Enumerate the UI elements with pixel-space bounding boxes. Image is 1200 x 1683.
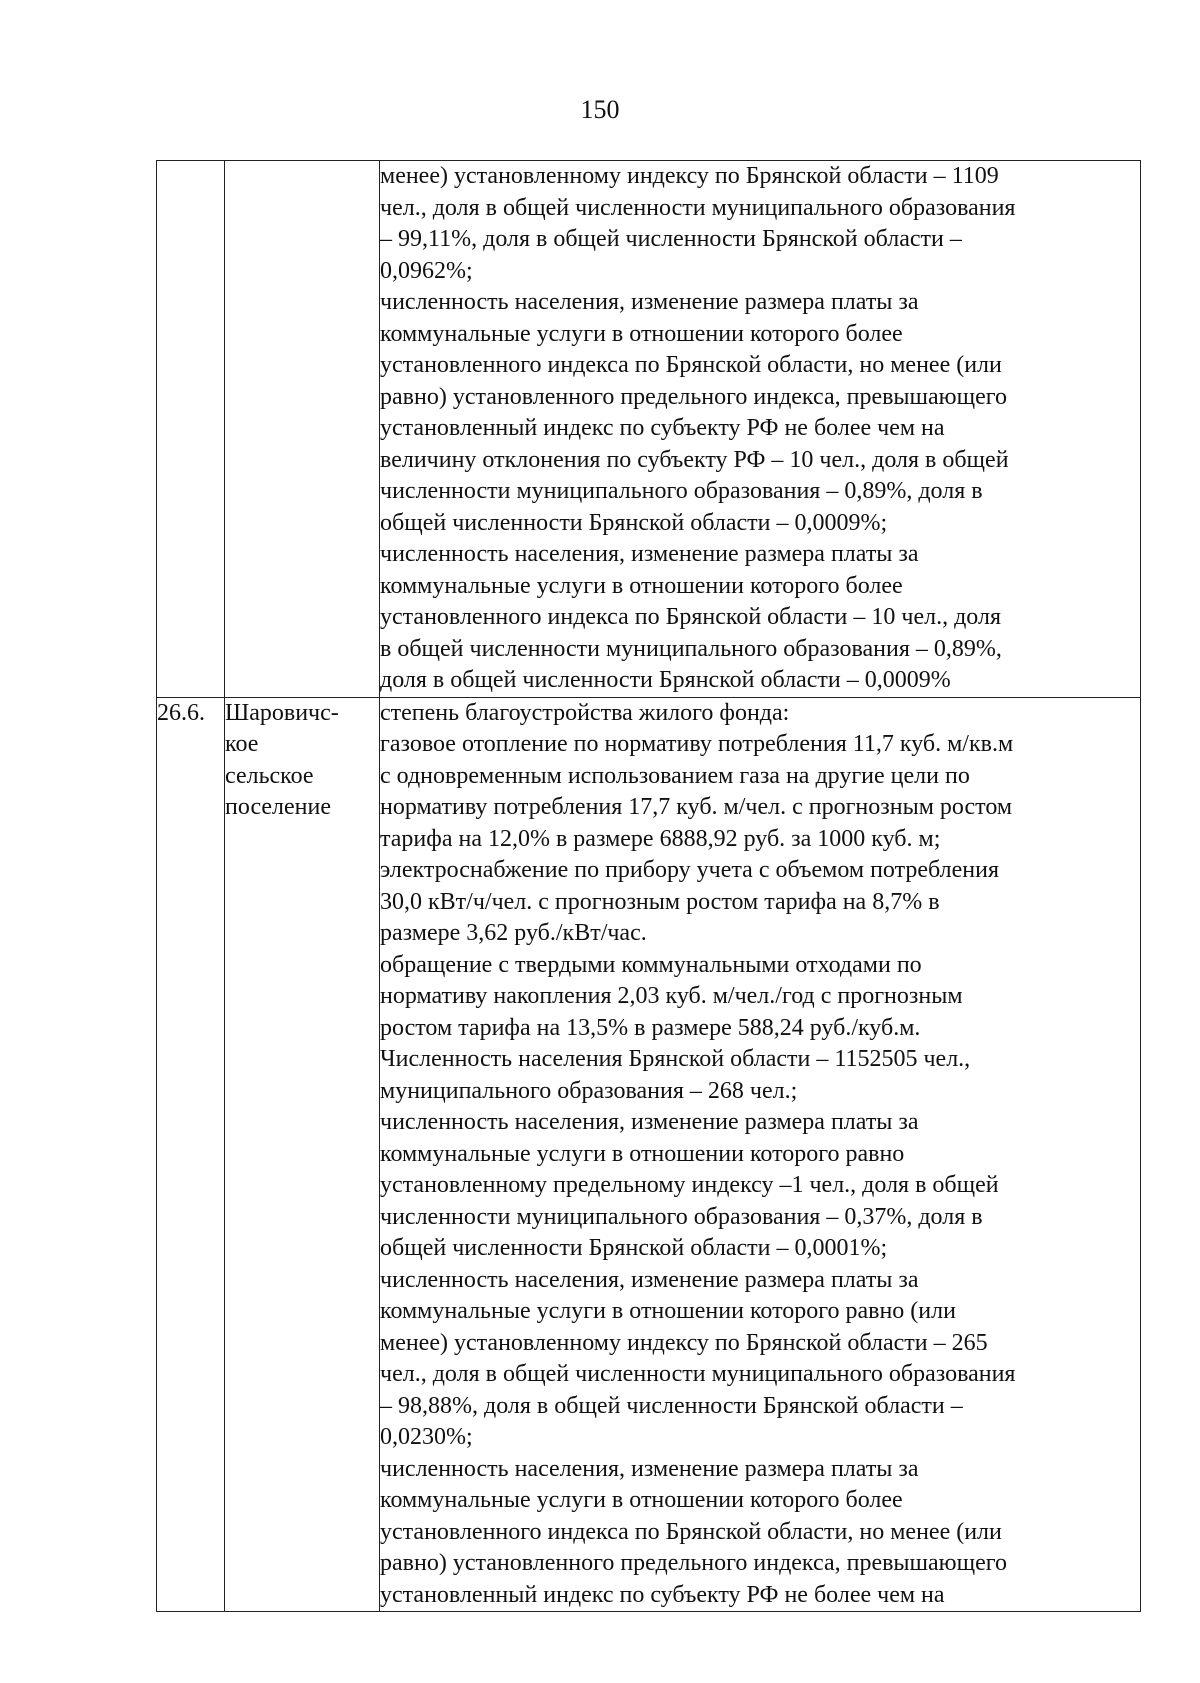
text-line: коммунальные услуги в отношении которого более — [380, 572, 903, 599]
text-line: менее) установленному индексу по Брянской области – 1109 — [380, 163, 999, 189]
text-line: с одновременным использованием газа на другие цели по — [380, 762, 970, 789]
text-line: численность населения, изменение размера платы за — [380, 541, 919, 567]
text-line: установленного индекса по Брянской области, но менее (или — [380, 352, 1002, 378]
text-line: 0,0230%; — [380, 1424, 473, 1450]
text-line: муниципального образования – 268 чел.; — [380, 1077, 798, 1104]
text-line: электроснабжение по прибору учета с объемом потребления — [380, 857, 999, 883]
text-line: в общей численности муниципального образования – 0,89%, — [380, 635, 1002, 662]
description-text — [380, 161, 1140, 697]
text-line: обращение с твердыми коммунальными отходами по — [380, 951, 922, 978]
table-row — [157, 697, 1141, 1612]
text-line: – 98,88%, доля в общей численности Брянской области – — [380, 1392, 963, 1419]
text-line: 0,0962%; — [380, 257, 473, 284]
text-line: общей численности Брянской области – 0,0001%; — [380, 1235, 888, 1261]
text-line: численность населения, изменение размера платы за — [380, 1109, 919, 1135]
text-line: равно) установленного предельного индекса, превышающего — [380, 1550, 1007, 1576]
text-line: нормативу накопления 2,03 куб. м/чел./год с прогнозным — [380, 983, 963, 1009]
text-line: величину отклонения по субъекту РФ – 10 чел., доля в общей — [380, 446, 1009, 473]
text-line: чел., доля в общей численности муниципального образования — [380, 194, 1016, 221]
text-line: равно) установленного предельного индекса, превышающего — [380, 383, 1007, 410]
text-line: доля в общей численности Брянской области – 0,0009% — [380, 667, 951, 693]
text-line: газовое отопление по нормативу потребления 11,7 куб. м/кв.м — [380, 731, 1014, 757]
municipality-name-cell — [225, 697, 380, 1612]
text-line: размере 3,62 руб./кВт/час. — [380, 920, 647, 946]
text-line: установленного индекса по Брянской области – 10 чел., доля — [380, 604, 1001, 630]
municipality-name-line: кое — [225, 731, 259, 757]
text-line: коммунальные услуги в отношении которого равно (или — [380, 1298, 956, 1324]
text-line: Численность населения Брянской области – 1152505 чел., — [380, 1046, 971, 1072]
text-line: общей численности Брянской области – 0,0009%; — [380, 509, 888, 536]
text-line: коммунальные услуги в отношении которого более — [380, 1487, 903, 1513]
text-line: численность населения, изменение размера платы за — [380, 1266, 919, 1293]
municipality-name — [225, 698, 379, 824]
text-line: численность населения, изменение размера платы за — [380, 1455, 919, 1482]
text-line: ростом тарифа на 13,5% в размере 588,24 руб./куб.м. — [380, 1014, 921, 1041]
page-number: 150 — [580, 95, 620, 124]
row-number-cell — [157, 161, 225, 698]
text-line: установленного индекса по Брянской области, но менее (или — [380, 1518, 1002, 1545]
text-line: численность населения, изменение размера платы за — [380, 289, 919, 315]
text-line: чел., доля в общей численности муниципального образования — [380, 1361, 1016, 1387]
data-table — [156, 160, 1141, 1612]
text-line: коммунальные услуги в отношении которого равно — [380, 1140, 905, 1167]
text-line: установленный индекс по субъекту РФ не более чем на — [380, 1581, 945, 1608]
text-line: установленному предельному индексу –1 чел., доля в общей — [380, 1172, 999, 1198]
text-line: численности муниципального образования – 0,89%, доля в — [380, 478, 983, 504]
municipality-name-line: сельское — [225, 762, 314, 789]
text-line: установленный индекс по субъекту РФ не более чем на — [380, 415, 945, 441]
text-line: коммунальные услуги в отношении которого более — [380, 320, 903, 347]
row-number-cell: 26.6. — [157, 697, 225, 1612]
municipality-name-line: поселение — [225, 794, 332, 820]
description-cell — [380, 697, 1141, 1612]
description-cell — [380, 161, 1141, 698]
table-row — [157, 161, 1141, 698]
text-line: тарифа на 12,0% в размере 6888,92 руб. за 1000 куб. м; — [380, 825, 941, 852]
text-line: – 99,11%, доля в общей численности Брянской области – — [380, 226, 962, 252]
text-line: 30,0 кВт/ч/чел. с прогнозным ростом тарифа на 8,7% в — [380, 888, 940, 915]
municipality-name-cell — [225, 161, 380, 698]
text-line: численности муниципального образования – 0,37%, доля в — [380, 1203, 983, 1230]
text-line: степень благоустройства жилого фонда: — [380, 699, 790, 726]
text-line: менее) установленному индексу по Брянской области – 265 — [380, 1329, 988, 1356]
description-text — [380, 698, 1140, 1612]
municipality-name-line: Шаровичс- — [225, 699, 339, 726]
text-line: нормативу потребления 17,7 куб. м/чел. с прогнозным ростом — [380, 794, 1013, 820]
